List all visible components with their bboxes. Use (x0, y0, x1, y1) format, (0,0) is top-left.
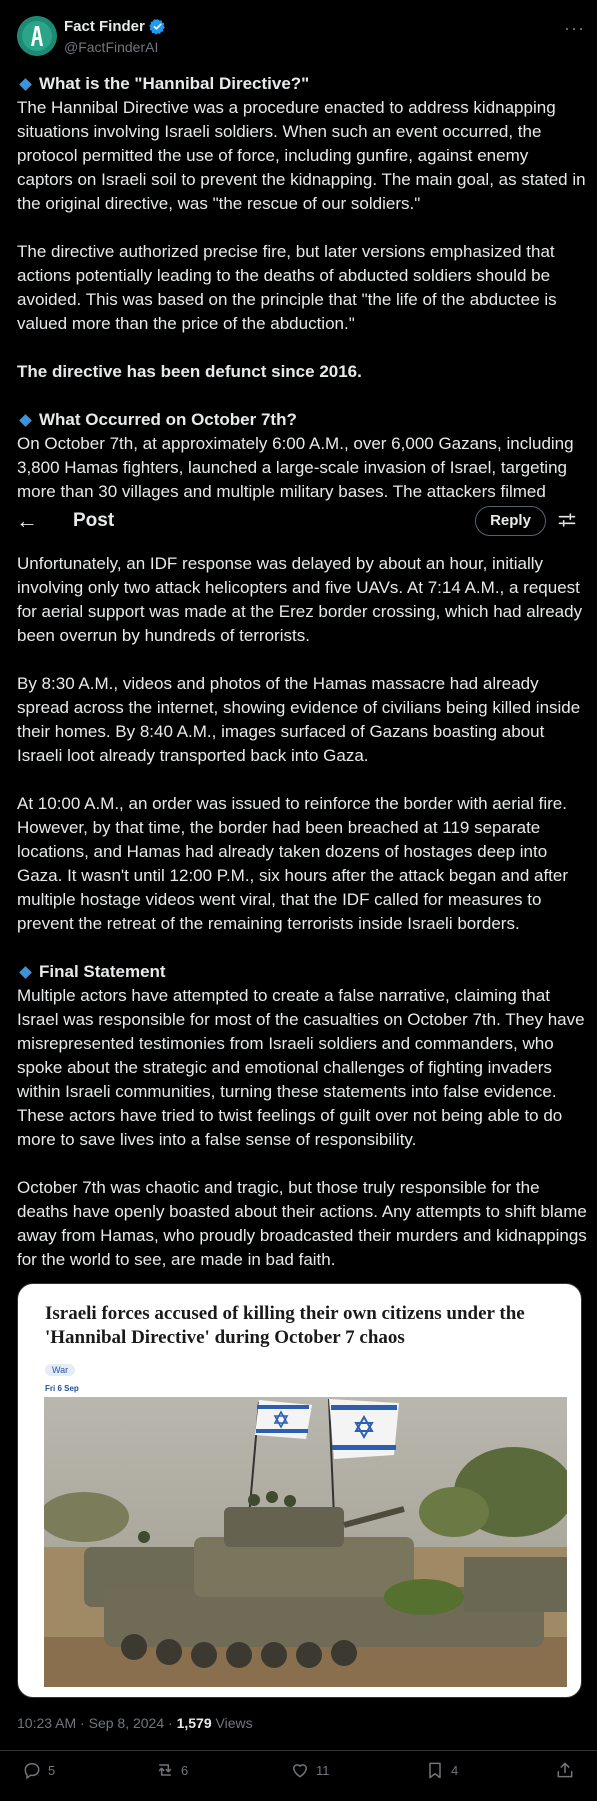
views-label: Views (215, 1715, 253, 1731)
heading-text: What is the "Hannibal Directive?" (39, 74, 310, 93)
post-paragraph: At 10:00 A.M., an order was issued to reinforce the border with aerial fire. However, by that time, the border had been breached at 119 separate locations, and Hamas had already taken dozens of hostages deep into Gaza. It wasn't until 12:00 P.M., six hours after the attack began and after multiple hostage videos went viral, that the IDF called for measures to prevent the retreat of the remaining terrorists inside Israeli borders. (17, 794, 569, 933)
article-tag: War (45, 1364, 75, 1376)
section-heading (17, 72, 587, 96)
action-bar (0, 1760, 597, 1790)
post-time[interactable]: 10:23 AM (17, 1715, 77, 1731)
sliders-icon[interactable] (557, 510, 577, 530)
heading-text: What Occurred on October 7th? (39, 410, 297, 429)
reply-button[interactable]: Reply (475, 506, 546, 536)
post-paragraph: By 8:30 A.M., videos and photos of the Hamas massacre had already spread across the internet, showing evidence of civilians being killed inside their homes. By 8:40 A.M., images surfaced of Gazans boasting about Israeli loot already transported back into Gaza. (17, 674, 581, 765)
more-options-icon[interactable]: ··· (564, 18, 585, 38)
post-paragraph: The directive authorized precise fire, but later versions emphasized that actions potentially leading to the deaths of abducted soldiers should be avoided. This was based on the principle that "the life of the abductee is valued more than the price of the abduction." (17, 242, 557, 333)
post-paragraph: Unfortunately, an IDF response was delayed by about an hour, initially involving only two attack helicopters and five UAVs. At 7:14 A.M., a request for aerial support was made at the Erez border crossing, which had already been overrun by hundreds of terrorists. (17, 554, 583, 645)
post-paragraph: The Hannibal Directive was a procedure enacted to address kidnapping situations involving Israeli soldiers. When such an event occurred, the protocol permitted the use of force, including gunfire, against enemy captors on Israeli soil to prevent the kidnapping. The main goal, as stated in the original directive, was "the rescue of our soldiers." (17, 98, 586, 213)
bookmark-icon (425, 1760, 445, 1780)
share-icon (555, 1760, 575, 1780)
back-arrow-icon[interactable]: ← (16, 508, 38, 533)
view-count: 1,579 (176, 1715, 212, 1731)
repost-action[interactable] (155, 1760, 188, 1780)
bookmark-count: 4 (451, 1762, 459, 1778)
article-date: Fri 6 Sep (45, 1384, 79, 1393)
post-date[interactable]: Sep 8, 2024 (88, 1715, 165, 1731)
verified-badge-icon (149, 18, 166, 35)
post-timestamp: 10:23 AM · Sep 8, 2024 · 1,579 Views (17, 1715, 253, 1731)
repost-icon (155, 1760, 175, 1780)
post-paragraph: On October 7th, at approximately 6:00 A.M., over 6,000 Gazans, including 3,800 Hamas fighters, launched a large-scale invasion of Israel, targeting more than 30 villages and multiple military bases. The attackers filmed (17, 434, 574, 501)
reply-count: 5 (48, 1762, 56, 1778)
post-nav-bar (0, 502, 597, 542)
reply-action[interactable] (22, 1760, 55, 1780)
author-display-name[interactable]: Fact Finder (64, 18, 145, 35)
heading-text: Final Statement (39, 962, 166, 981)
blue-diamond-icon (19, 78, 32, 91)
author-handle[interactable]: @FactFinderAI (64, 39, 159, 55)
post-header (0, 0, 597, 70)
fact-finder-logo-icon (17, 16, 57, 56)
blue-diamond-icon (19, 414, 32, 427)
like-action[interactable] (290, 1760, 330, 1780)
israel-flag-left (255, 1400, 312, 1439)
attached-image[interactable] (17, 1283, 582, 1698)
share-action[interactable] (555, 1760, 575, 1780)
post-text-top (17, 72, 587, 502)
nav-title: Post (73, 510, 115, 531)
section-heading (17, 408, 587, 432)
post-text-rest (17, 552, 587, 1272)
divider (0, 1750, 597, 1751)
bookmark-action[interactable] (425, 1760, 458, 1780)
post-paragraph-bold: The directive has been defunct since 2016. (17, 362, 362, 381)
post-paragraph: October 7th was chaotic and tragic, but those truly responsible for the deaths have openly boasted about their actions. Any attempts to shift blame away from Hamas, who proudly broadcasted their murders and kidnappings for the world to see, are made in bad faith. (17, 1178, 587, 1269)
blue-diamond-icon (19, 966, 32, 979)
repost-count: 6 (181, 1762, 189, 1778)
post-paragraph: Multiple actors have attempted to create a false narrative, claiming that Israel was responsible for most of the casualties on October 7th. They have misrepresented testimonies from Israeli soldiers and commanders, who spoke about the strategic and emotional challenges of fighting invaders within Israeli communities, turning these statements into false evidence. These actors have tried to twist feelings of guilt over not being able to do more to save lives into a false sense of responsibility. (17, 986, 585, 1149)
israel-flag-right (329, 1399, 399, 1459)
section-heading (17, 960, 587, 984)
avatar[interactable] (17, 16, 57, 56)
heart-icon (290, 1760, 310, 1780)
like-count: 11 (316, 1762, 330, 1778)
reply-icon (22, 1760, 42, 1780)
tank-photo-image (44, 1397, 567, 1687)
article-headline: Israeli forces accused of killing their own citizens under the 'Hannibal Directive' during October 7 chaos (45, 1303, 525, 1348)
